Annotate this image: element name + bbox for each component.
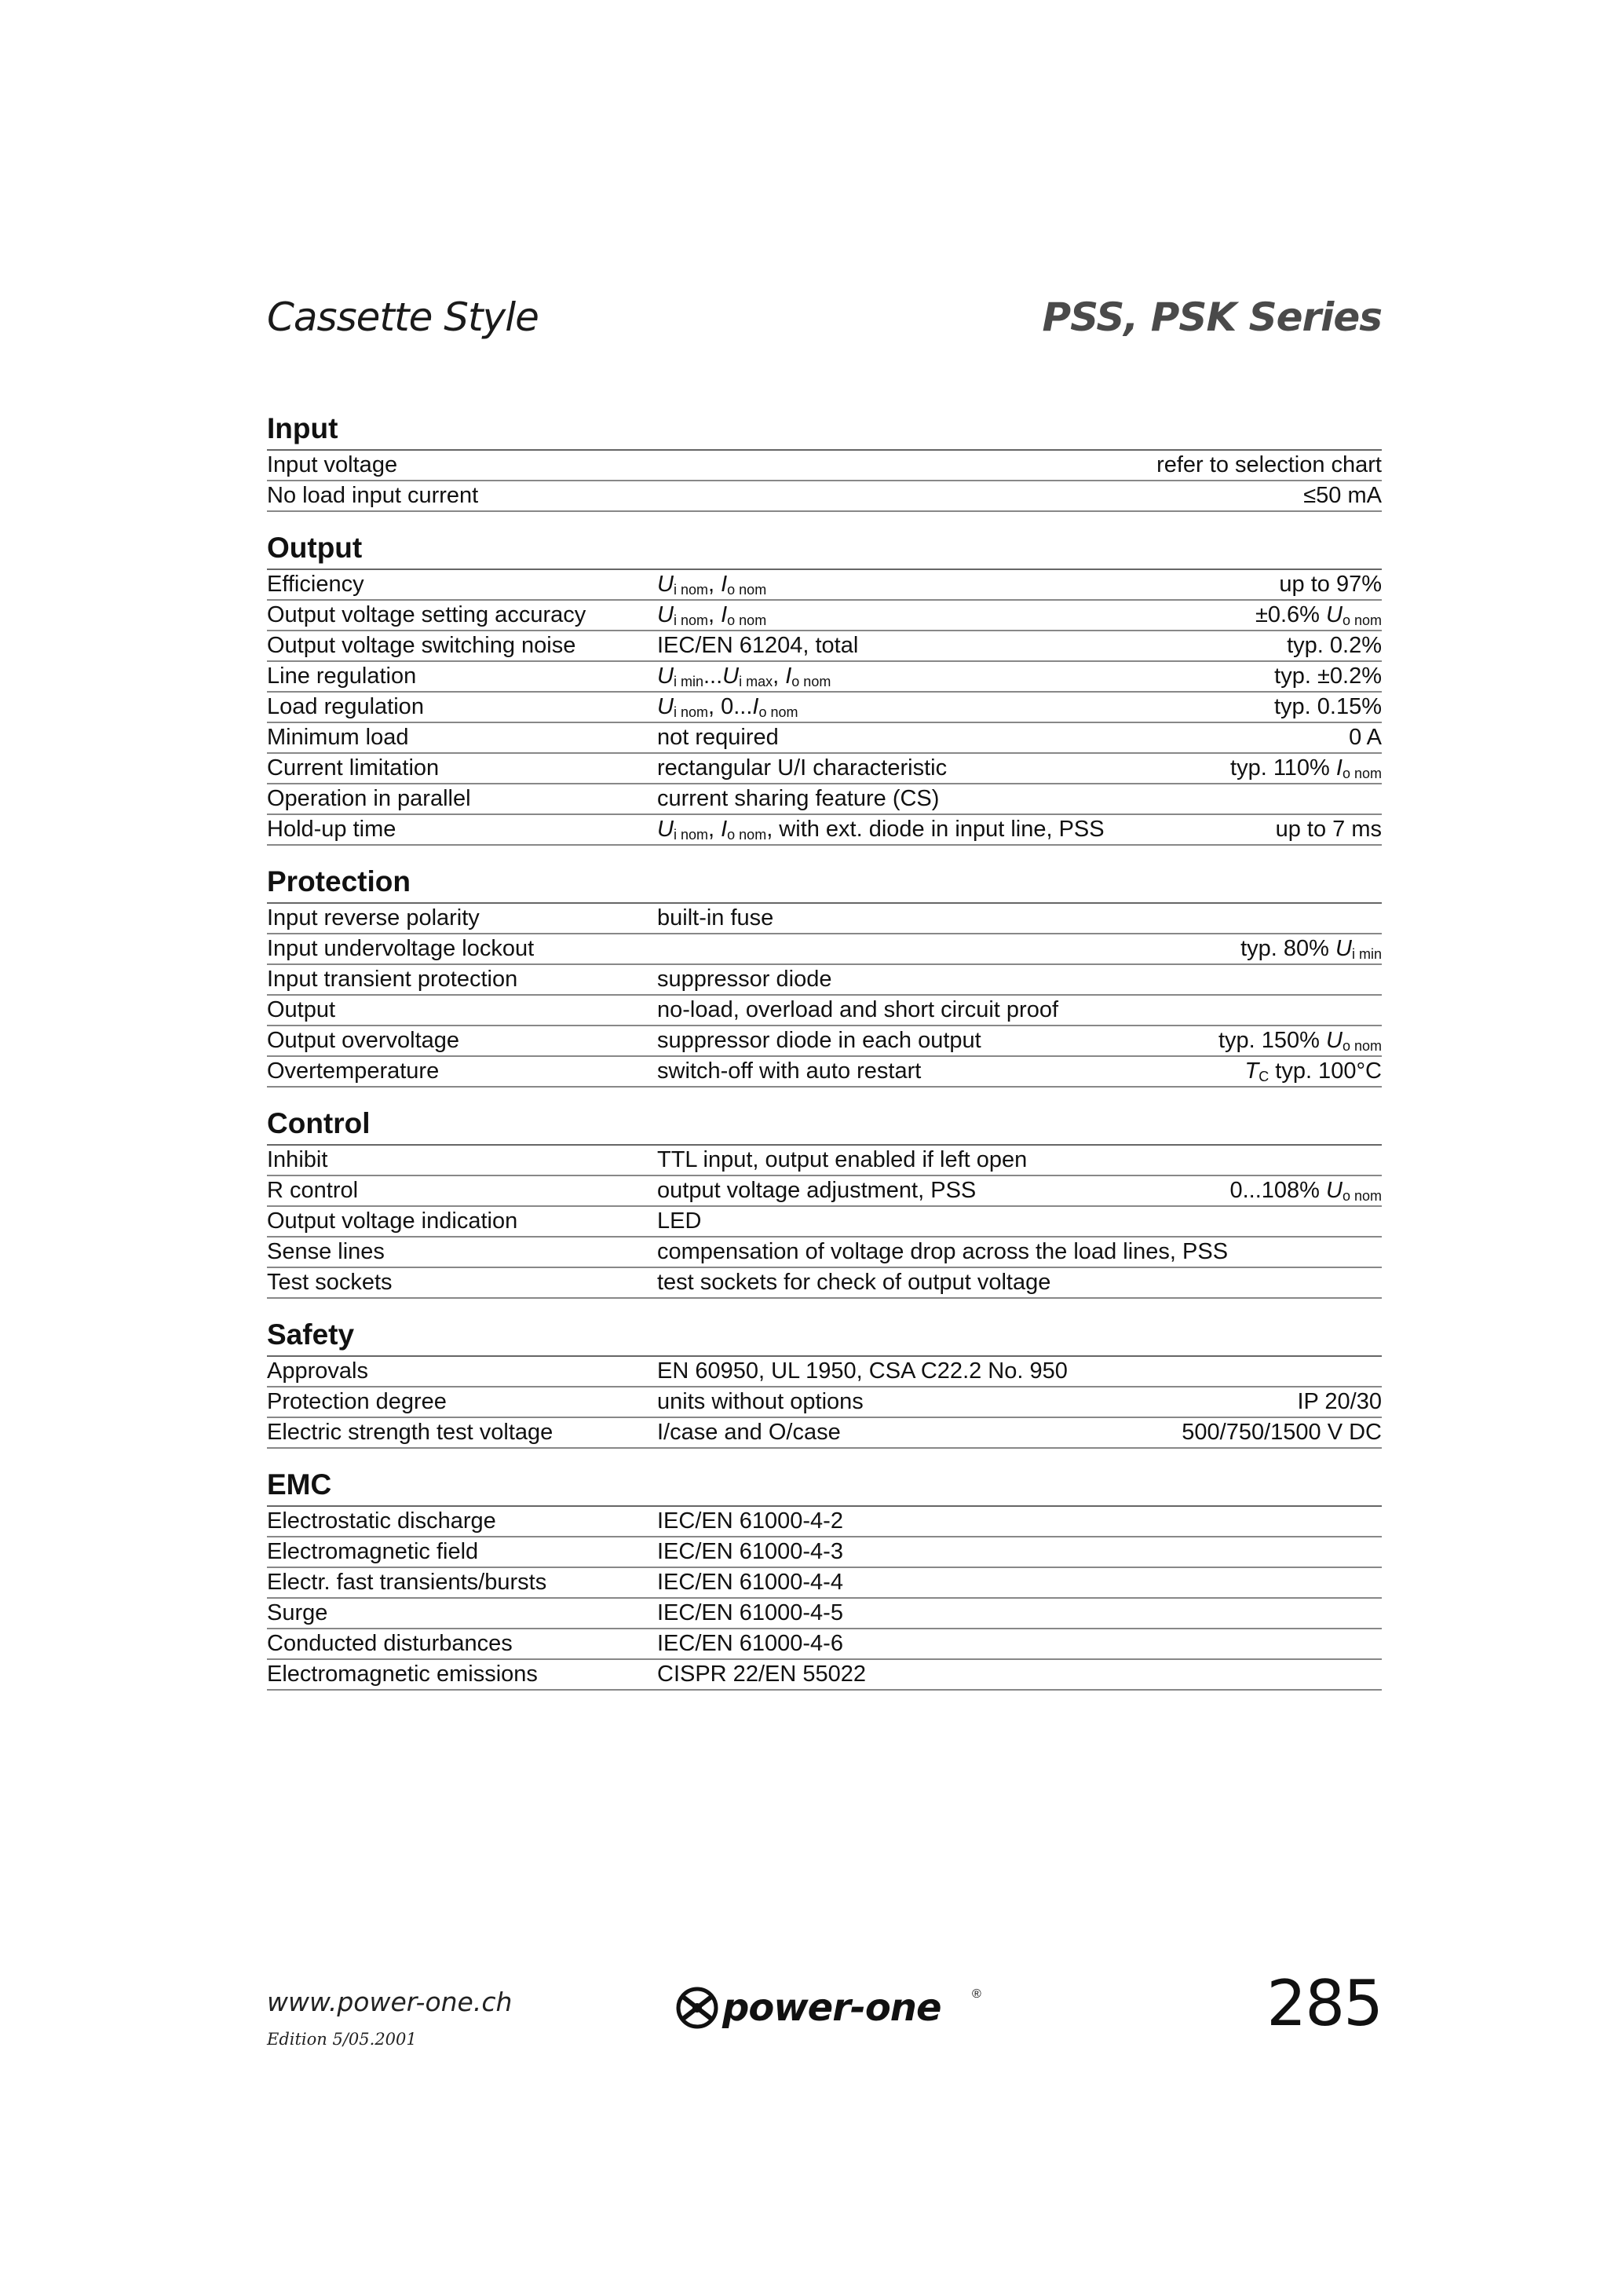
spec-value: typ. 110% $I_{o nom}$ bbox=[1230, 755, 1382, 781]
spec-row bbox=[267, 723, 1382, 754]
section-protection bbox=[267, 861, 1382, 1088]
spec-row bbox=[267, 1268, 1382, 1299]
footer-edition: Edition 5/05.2001 bbox=[267, 2030, 417, 2049]
spec-condition: IEC/EN 61000-4-4 bbox=[657, 1570, 843, 1595]
spec-row bbox=[267, 1629, 1382, 1660]
page-header bbox=[267, 294, 1382, 357]
spec-value: typ. 0.15% bbox=[1273, 694, 1382, 719]
section-output bbox=[267, 528, 1382, 846]
spec-condition: no-load, overload and short circuit proof bbox=[657, 997, 1059, 1022]
spec-condition: $U_{i nom}$, $I_{o nom}$, with ext. diode in input line, PSS bbox=[657, 817, 1105, 843]
spec-parameter: Sense lines bbox=[267, 1239, 385, 1264]
spec-parameter: Electric strength test voltage bbox=[267, 1420, 553, 1445]
spec-row bbox=[267, 934, 1382, 965]
spec-condition: not required bbox=[657, 725, 779, 750]
spec-value: 500/750/1500 V DC bbox=[1182, 1420, 1382, 1445]
spec-value: 0...108% $U_{o nom}$ bbox=[1229, 1178, 1382, 1204]
logo-globe-icon bbox=[675, 1986, 719, 2030]
spec-parameter: Conducted disturbances bbox=[267, 1631, 513, 1656]
spec-condition: suppressor diode bbox=[657, 967, 832, 992]
spec-row bbox=[267, 904, 1382, 934]
spec-parameter: Output voltage switching noise bbox=[267, 633, 576, 658]
spec-row bbox=[267, 1026, 1382, 1057]
spec-parameter: Minimum load bbox=[267, 725, 409, 750]
spec-row bbox=[267, 1357, 1382, 1387]
spec-condition: LED bbox=[657, 1208, 702, 1234]
section-title: EMC bbox=[267, 1464, 1382, 1507]
spec-value: typ. 80% $U_{i min}$ bbox=[1240, 936, 1382, 962]
spec-condition: IEC/EN 61000-4-3 bbox=[657, 1539, 843, 1564]
spec-value: ±0.6% $U_{o nom}$ bbox=[1255, 602, 1382, 628]
section-safety bbox=[267, 1314, 1382, 1449]
spec-row bbox=[267, 451, 1382, 481]
spec-row bbox=[267, 754, 1382, 784]
spec-row bbox=[267, 570, 1382, 601]
spec-condition: IEC/EN 61000-4-6 bbox=[657, 1631, 843, 1656]
spec-condition: $U_{i min}...U_{i max}$, $I_{o nom}$ bbox=[657, 664, 831, 689]
spec-value: 0 A bbox=[1349, 725, 1382, 750]
spec-row bbox=[267, 481, 1382, 512]
spec-parameter: Inhibit bbox=[267, 1147, 328, 1172]
section-input bbox=[267, 408, 1382, 512]
spec-parameter: R control bbox=[267, 1178, 359, 1203]
spec-parameter: Electr. fast transients/bursts bbox=[267, 1570, 547, 1595]
header-right-title: PSS, PSK Series bbox=[1042, 294, 1382, 340]
spec-parameter: Overtemperature bbox=[267, 1058, 440, 1084]
logo-registered-mark: ® bbox=[972, 1987, 981, 2001]
spec-condition: CISPR 22/EN 55022 bbox=[657, 1662, 866, 1687]
spec-value: up to 7 ms bbox=[1275, 817, 1382, 842]
spec-row bbox=[267, 1660, 1382, 1691]
footer-url[interactable]: www.power-one.ch bbox=[267, 1987, 513, 2017]
spec-condition: current sharing feature (CS) bbox=[657, 786, 940, 811]
spec-condition: $U_{i nom}$, $I_{o nom}$ bbox=[657, 602, 767, 628]
spec-parameter: Output bbox=[267, 997, 336, 1022]
spec-condition: $U_{i nom}$, $0...I_{o nom}$ bbox=[657, 694, 798, 720]
spec-parameter: Output voltage setting accuracy bbox=[267, 602, 586, 627]
spec-row bbox=[267, 1537, 1382, 1568]
spec-condition: IEC/EN 61000-4-2 bbox=[657, 1508, 843, 1534]
spec-parameter: Output voltage indication bbox=[267, 1208, 518, 1234]
spec-parameter: Protection degree bbox=[267, 1389, 447, 1414]
spec-row bbox=[267, 1387, 1382, 1418]
spec-parameter: Input voltage bbox=[267, 452, 398, 477]
spec-condition: units without options bbox=[657, 1389, 864, 1414]
spec-value: IP 20/30 bbox=[1297, 1389, 1382, 1414]
spec-condition: TTL input, output enabled if left open bbox=[657, 1147, 1028, 1172]
spec-sections bbox=[267, 408, 1382, 1706]
spec-parameter: Electromagnetic field bbox=[267, 1539, 479, 1564]
spec-condition: IEC/EN 61000-4-5 bbox=[657, 1600, 843, 1625]
spec-parameter: Operation in parallel bbox=[267, 786, 471, 811]
spec-row bbox=[267, 965, 1382, 996]
spec-parameter: Surge bbox=[267, 1600, 328, 1625]
spec-row bbox=[267, 601, 1382, 631]
spec-row bbox=[267, 1057, 1382, 1088]
spec-parameter: Input reverse polarity bbox=[267, 905, 480, 930]
spec-row bbox=[267, 996, 1382, 1026]
power-one-logo bbox=[675, 1984, 989, 2031]
spec-row bbox=[267, 662, 1382, 693]
spec-condition: suppressor diode in each output bbox=[657, 1028, 981, 1053]
spec-row bbox=[267, 693, 1382, 723]
spec-parameter: No load input current bbox=[267, 483, 479, 508]
spec-parameter: Efficiency bbox=[267, 572, 364, 597]
spec-condition: compensation of voltage drop across the load lines, PSS bbox=[657, 1239, 1229, 1264]
spec-value: typ. 0.2% bbox=[1287, 633, 1382, 658]
spec-row bbox=[267, 1207, 1382, 1238]
section-title: Control bbox=[267, 1103, 1382, 1146]
spec-row bbox=[267, 1568, 1382, 1599]
spec-condition: test sockets for check of output voltage bbox=[657, 1270, 1051, 1295]
spec-condition: IEC/EN 61204, total bbox=[657, 633, 859, 658]
section-control bbox=[267, 1103, 1382, 1299]
spec-condition: EN 60950, UL 1950, CSA C22.2 No. 950 bbox=[657, 1358, 1068, 1384]
section-title: Protection bbox=[267, 861, 1382, 904]
spec-condition: I/case and O/case bbox=[657, 1420, 841, 1445]
spec-parameter: Test sockets bbox=[267, 1270, 393, 1295]
spec-parameter: Output overvoltage bbox=[267, 1028, 460, 1053]
spec-condition: $U_{i nom}$, $I_{o nom}$ bbox=[657, 572, 767, 598]
spec-parameter: Load regulation bbox=[267, 694, 424, 719]
section-title: Safety bbox=[267, 1314, 1382, 1357]
spec-parameter: Line regulation bbox=[267, 664, 417, 689]
spec-value: typ. ±0.2% bbox=[1274, 664, 1382, 689]
spec-value: refer to selection chart bbox=[1156, 452, 1382, 477]
logo-wordmark: power-one bbox=[722, 1986, 941, 2030]
spec-condition: output voltage adjustment, PSS bbox=[657, 1178, 977, 1203]
section-emc bbox=[267, 1464, 1382, 1691]
spec-row bbox=[267, 631, 1382, 662]
spec-row bbox=[267, 1238, 1382, 1268]
spec-row bbox=[267, 784, 1382, 815]
spec-row bbox=[267, 1599, 1382, 1629]
spec-parameter: Approvals bbox=[267, 1358, 368, 1384]
spec-value: ≤50 mA bbox=[1303, 483, 1382, 508]
spec-parameter: Input undervoltage lockout bbox=[267, 936, 535, 961]
spec-condition: rectangular U/I characteristic bbox=[657, 755, 948, 781]
spec-parameter: Current limitation bbox=[267, 755, 440, 781]
spec-row bbox=[267, 815, 1382, 846]
header-left-title: Cassette Style bbox=[267, 294, 539, 340]
spec-value: up to 97% bbox=[1279, 572, 1382, 597]
spec-parameter: Electrostatic discharge bbox=[267, 1508, 496, 1534]
spec-parameter: Input transient protection bbox=[267, 967, 518, 992]
spec-parameter: Electromagnetic emissions bbox=[267, 1662, 538, 1687]
spec-condition: built-in fuse bbox=[657, 905, 774, 930]
spec-condition: switch-off with auto restart bbox=[657, 1058, 922, 1084]
spec-value: typ. 150% $U_{o nom}$ bbox=[1218, 1028, 1382, 1054]
spec-value: $T_C$ typ. 100°C bbox=[1244, 1058, 1382, 1084]
spec-row bbox=[267, 1507, 1382, 1537]
spec-row bbox=[267, 1146, 1382, 1176]
spec-row bbox=[267, 1418, 1382, 1449]
section-title: Input bbox=[267, 408, 1382, 451]
spec-row bbox=[267, 1176, 1382, 1207]
spec-parameter: Hold-up time bbox=[267, 817, 396, 842]
section-title: Output bbox=[267, 528, 1382, 570]
page-number: 285 bbox=[1266, 1967, 1382, 2040]
